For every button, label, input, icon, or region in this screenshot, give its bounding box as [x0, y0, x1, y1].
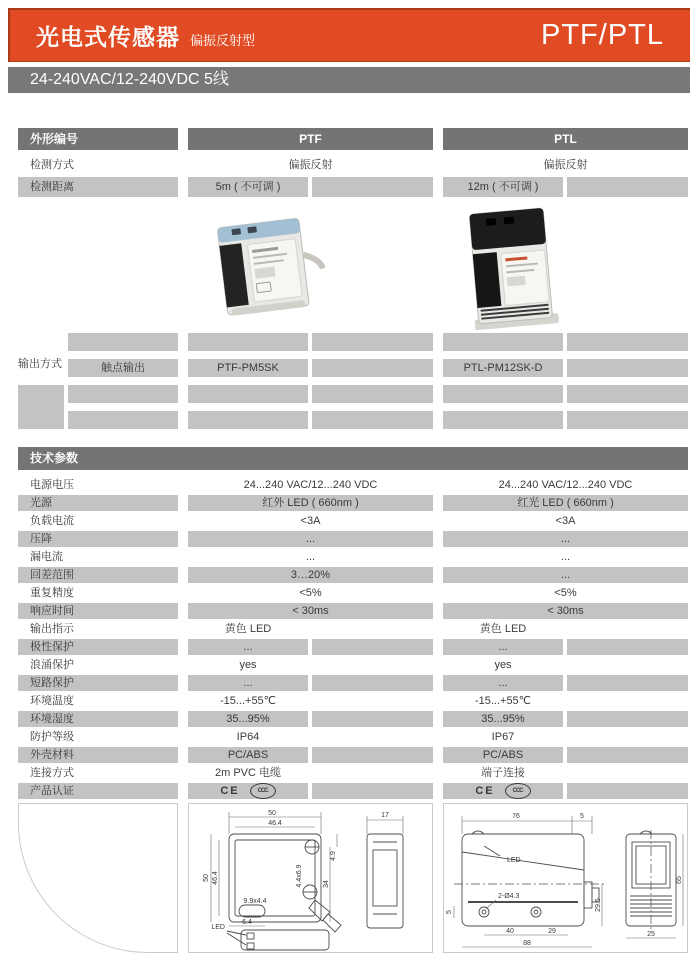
ptl-value: ...	[443, 567, 688, 583]
row-label: 产品认证	[18, 783, 178, 799]
certification-row	[18, 783, 688, 799]
empty-cell	[312, 675, 433, 691]
ptl-value: < 30ms	[443, 603, 688, 619]
ptl-value: 35...95%	[443, 711, 563, 727]
spec-row	[18, 531, 688, 547]
ptl-dim-65: 65	[676, 876, 683, 884]
ptl-value: PC/ABS	[443, 747, 563, 763]
ptf-dim-width2: 46.4	[268, 820, 282, 827]
ptl-value: IP67	[491, 731, 515, 743]
empty-cell	[567, 783, 688, 799]
page-subtitle: 偏振反射型	[190, 33, 256, 48]
ce-mark-icon: CE	[475, 785, 495, 797]
spec-row	[18, 585, 688, 601]
ptf-value: IP64	[236, 731, 260, 743]
ptl-dim-88: 88	[523, 940, 531, 947]
ptl-value: ...	[443, 675, 563, 691]
ptl-dimension-drawing	[443, 803, 688, 953]
empty-cell	[567, 333, 688, 351]
ptl-value: yes	[494, 659, 512, 671]
ptf-value: 黄色 LED	[224, 623, 272, 635]
ptf-dim-width: 50	[268, 810, 276, 817]
ptl-model-cell: PTL-PM12SK-D	[443, 359, 563, 377]
ptl-value: <5%	[554, 587, 577, 599]
row-label: 环境湿度	[18, 711, 178, 727]
empty-cell	[567, 675, 688, 691]
ptl-dim-holes: 2-Ø4.3	[498, 893, 520, 900]
ptl-dim-25: 25	[647, 931, 655, 938]
ptl-value: 红光 LED ( 660nm )	[443, 495, 688, 511]
ptl-value: ...	[560, 551, 571, 563]
ptf-dim-height: 50	[203, 874, 210, 882]
empty-side-cell	[18, 385, 64, 429]
ptl-value: 24...240 VAC/12...240 VDC	[498, 479, 633, 491]
ptl-product-photo	[450, 205, 570, 330]
empty-cell	[68, 385, 178, 403]
empty-cell	[312, 177, 433, 197]
empty-cell	[443, 385, 563, 403]
empty-cell	[188, 411, 308, 429]
shape-header-cell: 外形编号	[18, 128, 178, 150]
row-label: 漏电流	[30, 551, 63, 563]
row-label: 响应时间	[18, 603, 178, 619]
empty-cell	[312, 657, 433, 673]
empty-cell	[312, 639, 433, 655]
empty-cell	[312, 333, 433, 351]
empty-cell	[312, 621, 433, 637]
ce-mark-icon: CE	[220, 785, 240, 797]
main-content	[18, 128, 688, 953]
detection-distance-row	[18, 177, 688, 197]
ptf-value: <5%	[299, 587, 322, 599]
ptf-value: ...	[188, 531, 433, 547]
rounded-corner-box	[18, 803, 178, 953]
ptf-value: 35...95%	[188, 711, 308, 727]
ptf-dim-34: 34	[323, 880, 330, 888]
spec-row	[18, 729, 688, 745]
row-label: 短路保护	[18, 675, 178, 691]
ptf-product-photo	[196, 205, 326, 330]
empty-cell	[312, 765, 433, 781]
row-label: 光源	[18, 495, 178, 511]
spec-row	[18, 621, 688, 637]
table-header-row	[18, 128, 688, 150]
row-label: 环境温度	[30, 695, 74, 707]
row-label: 回差范围	[18, 567, 178, 583]
ptl-led-label: LED	[507, 857, 521, 864]
empty-cell	[188, 385, 308, 403]
output-mode-label: 输出方式	[18, 358, 62, 370]
header-bar	[8, 8, 690, 62]
contact-output-label: 触点输出	[68, 359, 178, 377]
ptl-value: 12m ( 不可调 )	[443, 177, 563, 197]
ptf-value: PC/ABS	[188, 747, 308, 763]
spec-row	[18, 477, 688, 493]
empty-cell	[567, 729, 688, 745]
ptl-dim-295: 29.5	[595, 898, 602, 912]
ptf-model-cell: PTF-PM5SK	[188, 359, 308, 377]
ccc-mark-icon: CCC	[505, 783, 531, 799]
ptf-dimension-drawing	[188, 803, 433, 953]
row-label: 连接方式	[30, 767, 74, 779]
empty-cell	[312, 411, 433, 429]
ptf-dim-height2: 46.4	[212, 871, 219, 885]
empty-cell	[567, 621, 688, 637]
ptf-cert-cell	[188, 783, 308, 799]
voltage-bar: 24-240VAC/12-240VDC 5线	[8, 67, 690, 93]
ptf-value: 5m ( 不可调 )	[188, 177, 308, 197]
empty-cell	[312, 693, 433, 709]
column-header-ptf: PTF	[188, 128, 433, 150]
ptf-value: 24...240 VAC/12...240 VDC	[243, 479, 378, 491]
spec-row	[18, 693, 688, 709]
spec-row	[18, 711, 688, 727]
ptf-dim-slot2: 9.9x4.4	[243, 898, 267, 905]
ptl-value: 黄色 LED	[479, 623, 527, 635]
dimension-drawings-row	[18, 803, 688, 953]
empty-cell	[567, 765, 688, 781]
empty-cell	[567, 411, 688, 429]
ptl-value: ...	[443, 531, 688, 547]
ptl-dim-40: 40	[506, 928, 514, 935]
ccc-mark-icon: CCC	[250, 783, 276, 799]
column-header-ptl: PTL	[443, 128, 688, 150]
ptf-value: yes	[239, 659, 257, 671]
spec-row	[18, 603, 688, 619]
empty-cell	[443, 333, 563, 351]
output-mode-block	[18, 333, 688, 429]
ptf-value: 3…20%	[188, 567, 433, 583]
ptf-dim-17: 17	[381, 812, 389, 819]
ptf-value: ...	[305, 551, 316, 563]
model-title: PTF/PTL	[540, 19, 664, 51]
row-label: 电源电压	[30, 479, 74, 491]
spec-row	[18, 747, 688, 763]
empty-cell	[312, 385, 433, 403]
spec-row	[18, 675, 688, 691]
row-label: 输出指示	[30, 623, 74, 635]
ptf-led-label: LED	[211, 924, 225, 931]
ptl-dim-5t: 5	[580, 813, 584, 820]
row-label: 极性保护	[18, 639, 178, 655]
ptf-value: ...	[188, 639, 308, 655]
ptf-value: < 30ms	[188, 603, 433, 619]
empty-cell	[312, 783, 433, 799]
ptf-value: <3A	[300, 515, 321, 527]
ptf-dim-49: 4.9	[330, 851, 337, 861]
empty-cell	[68, 411, 178, 429]
ptf-value: 2m PVC 电缆	[214, 767, 281, 779]
ptf-value: ...	[188, 675, 308, 691]
spec-row	[18, 549, 688, 565]
empty-cell	[567, 639, 688, 655]
row-label: 压降	[18, 531, 178, 547]
spec-row	[18, 495, 688, 511]
empty-cell	[312, 359, 433, 377]
ptf-dim-slot: 4.4x6.9	[296, 864, 303, 888]
detection-method-row	[18, 156, 688, 172]
empty-cell	[567, 385, 688, 403]
empty-cell	[567, 693, 688, 709]
ptf-value: -15...+55℃	[219, 695, 277, 707]
row-label: 检测距离	[18, 177, 178, 197]
ptf-dim-64: 6.4	[242, 919, 252, 926]
ptl-value: ...	[443, 639, 563, 655]
row-label: 浪涌保护	[30, 659, 74, 671]
ptf-value: 红外 LED ( 660nm )	[188, 495, 433, 511]
row-label: 检测方式	[30, 159, 74, 171]
empty-cell	[567, 747, 688, 763]
empty-cell	[567, 711, 688, 727]
row-label: 防护等级	[30, 731, 74, 743]
empty-cell	[443, 411, 563, 429]
ptl-value: -15...+55℃	[474, 695, 532, 707]
ptl-cert-cell	[443, 783, 563, 799]
spec-row	[18, 765, 688, 781]
product-photo-row	[18, 205, 688, 330]
empty-cell	[567, 657, 688, 673]
tech-params-header: 技术参数	[18, 447, 688, 470]
ptl-dim-5l: 5	[446, 910, 453, 914]
empty-cell	[312, 747, 433, 763]
row-label: 重复精度	[30, 587, 74, 599]
ptl-value: 偏振反射	[543, 159, 588, 171]
spec-row	[18, 567, 688, 583]
ptl-value: <3A	[555, 515, 576, 527]
empty-cell	[188, 333, 308, 351]
spec-row	[18, 639, 688, 655]
ptf-value: 偏振反射	[288, 159, 333, 171]
ptl-dim-76: 76	[512, 813, 520, 820]
empty-cell	[312, 729, 433, 745]
empty-cell	[312, 711, 433, 727]
spec-row	[18, 657, 688, 673]
empty-cell	[567, 359, 688, 377]
empty-cell	[68, 333, 178, 351]
ptl-dim-29: 29	[548, 928, 556, 935]
spec-row	[18, 513, 688, 529]
page-title: 光电式传感器	[36, 24, 180, 50]
row-label: 外壳材料	[18, 747, 178, 763]
row-label: 负载电流	[30, 515, 74, 527]
ptl-value: 端子连接	[481, 767, 525, 779]
empty-cell	[567, 177, 688, 197]
